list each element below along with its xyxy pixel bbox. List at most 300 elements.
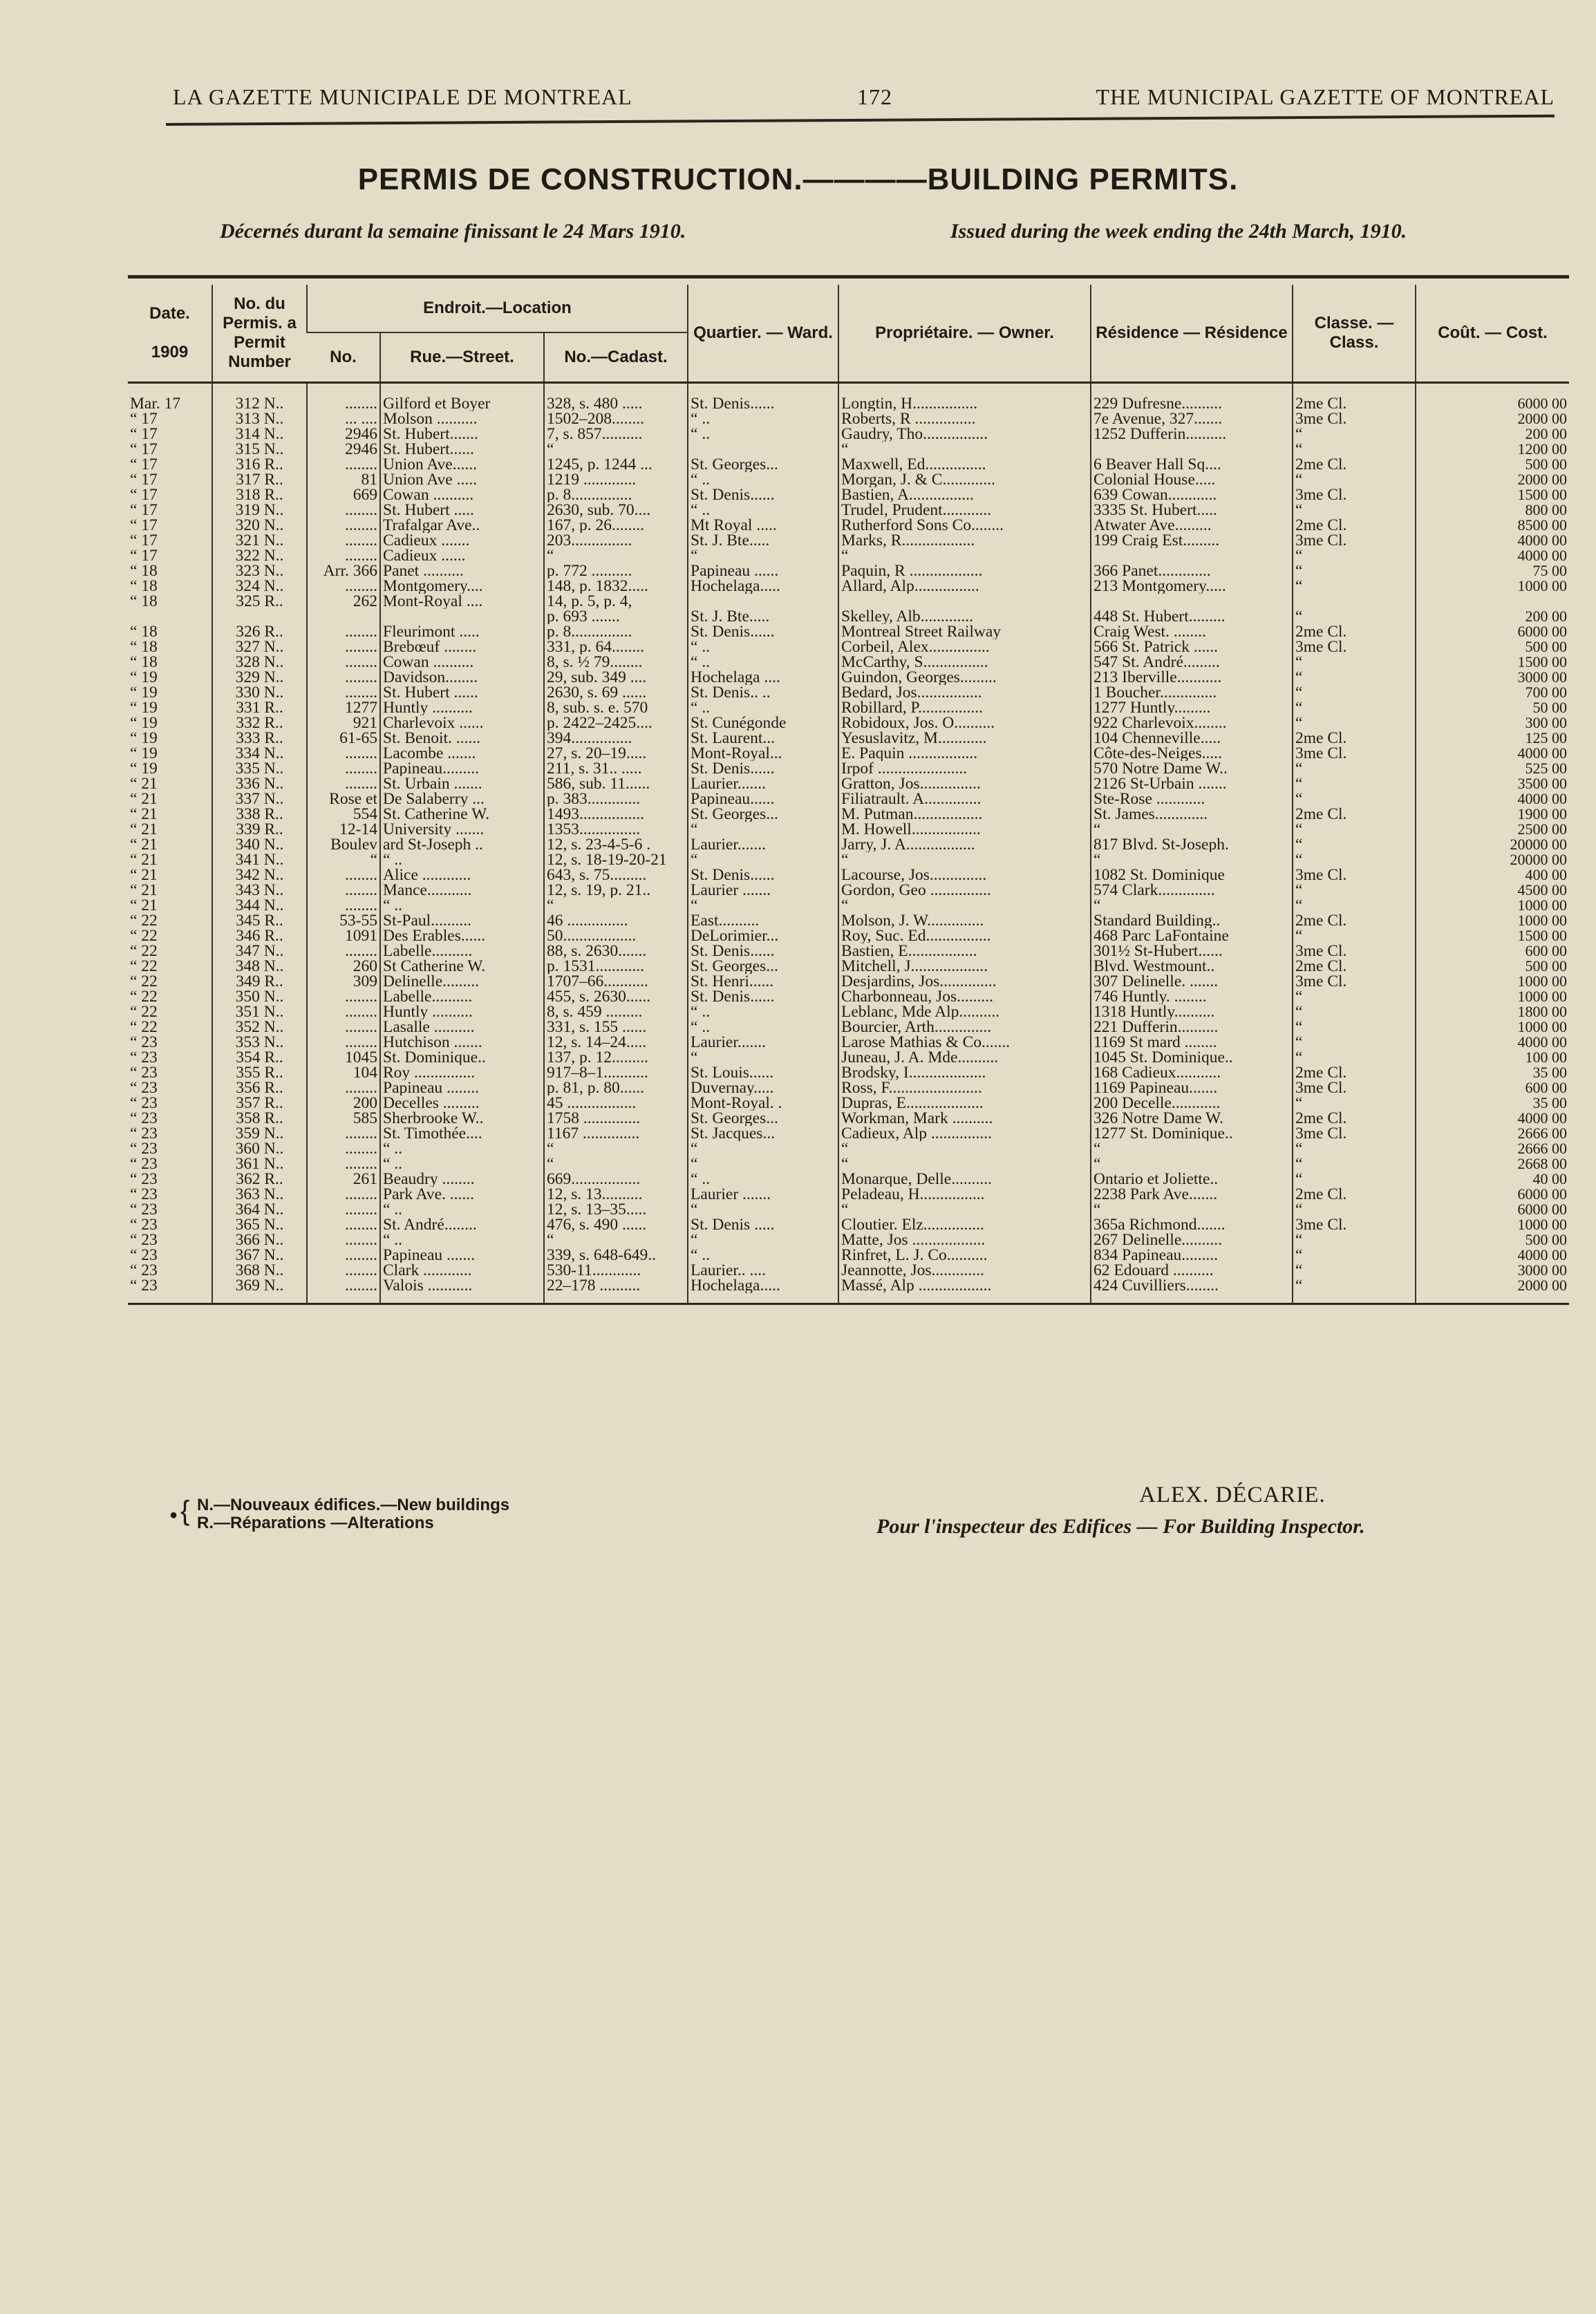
cadast-cell: 12, s. 13.......... <box>544 1187 688 1202</box>
street-number-cell: ........ <box>307 1278 380 1293</box>
street-cell: Beaudry ........ <box>380 1172 544 1187</box>
street-number-cell: ........ <box>307 1187 380 1202</box>
class-cell: “ <box>1293 852 1416 867</box>
date-cell: “ 17 <box>130 502 158 518</box>
permit-cell: 331 R.. <box>212 700 307 715</box>
street-number-cell: Boulev <box>307 837 380 852</box>
owner-cell: Bedard, Jos................ <box>838 685 1091 700</box>
street-cell: Lasalle .......... <box>380 1019 544 1035</box>
header-cadast: No.—Cadast. <box>544 332 688 383</box>
owner-cell: Gratton, Jos............... <box>838 776 1091 791</box>
street-number-cell: 12-14 <box>307 822 380 837</box>
street-number-cell: ........ <box>307 578 380 594</box>
table-row <box>128 1035 1569 1050</box>
date-cell: “ 23 <box>130 1095 158 1111</box>
cadast-cell: “ <box>544 548 688 563</box>
date-cell: “ 19 <box>130 761 158 776</box>
ward-cell: Hochelaga..... <box>688 578 838 594</box>
permit-cell: 332 R.. <box>212 715 307 731</box>
owner-cell: Bastien, A................ <box>838 487 1091 502</box>
cost-cell: 1800 00 <box>1416 1004 1569 1019</box>
ward-cell: St. J. Bte..... <box>688 533 838 548</box>
street-number-cell: ........ <box>307 867 380 883</box>
cadast-cell: 12, s. 13–35..... <box>544 1202 688 1217</box>
residence-cell: 229 Dufresne.......... <box>1091 396 1293 411</box>
table-row <box>128 578 1569 594</box>
class-cell: 2me Cl. <box>1293 457 1416 472</box>
header-no: No. <box>307 332 380 383</box>
date-cell: “ 21 <box>130 822 158 837</box>
street-number-cell: ........ <box>307 1217 380 1232</box>
permit-cell: 320 N.. <box>212 518 307 533</box>
residence-cell: 639 Cowan............ <box>1091 487 1293 502</box>
date-cell: “ 22 <box>130 974 158 989</box>
residence-cell: 213 Iberville........... <box>1091 670 1293 685</box>
table-row <box>128 472 1569 487</box>
cadast-cell: 167, p. 26........ <box>544 518 688 533</box>
street-number-cell: ........ <box>307 1248 380 1263</box>
class-cell: “ <box>1293 609 1416 624</box>
permit-cell: 359 N.. <box>212 1126 307 1141</box>
street-cell: St. Hubert....... <box>380 426 544 442</box>
permit-cell: 329 N.. <box>212 670 307 685</box>
class-cell: 3me Cl. <box>1293 533 1416 548</box>
date-cell <box>128 609 212 624</box>
cadast-cell: 917–8–1........... <box>544 1065 688 1080</box>
class-cell: 2me Cl. <box>1293 807 1416 822</box>
header-ward: Quartier. — Ward. <box>688 285 838 383</box>
table-row <box>128 670 1569 685</box>
header-class: Classe. — Class. <box>1293 285 1416 383</box>
owner-cell: Robillard, P................ <box>838 700 1091 715</box>
class-cell: “ <box>1293 1035 1416 1050</box>
owner-cell: Cadieux, Alp ............... <box>838 1126 1091 1141</box>
residence-cell: “ <box>1091 898 1293 913</box>
street-cell: “ .. <box>380 898 544 913</box>
permit-cell: 352 N.. <box>212 1019 307 1035</box>
owner-cell: M. Howell................. <box>838 822 1091 837</box>
residence-cell: 468 Parc LaFontaine <box>1091 928 1293 943</box>
table-row <box>128 396 1569 411</box>
class-cell: “ <box>1293 426 1416 442</box>
permit-cell: 354 R.. <box>212 1050 307 1065</box>
date-cell: “ 23 <box>130 1232 158 1248</box>
residence-cell: 746 Huntly. ........ <box>1091 989 1293 1004</box>
date-cell: “ 18 <box>130 639 158 655</box>
ward-cell: St. Denis...... <box>688 989 838 1004</box>
class-cell: “ <box>1293 1050 1416 1065</box>
cadast-cell: 455, s. 2630...... <box>544 989 688 1004</box>
table-row <box>128 457 1569 472</box>
permit-cell: 313 N.. <box>212 411 307 426</box>
legend-new: N.—Nouveaux édifices.—New buildings <box>197 1496 510 1514</box>
class-cell: 2me Cl. <box>1293 1065 1416 1080</box>
class-cell: 2me Cl. <box>1293 731 1416 746</box>
street-cell: Hutchison ....... <box>380 1035 544 1050</box>
permit-cell: 364 N.. <box>212 1202 307 1217</box>
cost-cell: 1000 00 <box>1416 913 1569 928</box>
cost-cell: 20000 00 <box>1416 837 1569 852</box>
street-number-cell: ........ <box>307 761 380 776</box>
class-cell: “ <box>1293 761 1416 776</box>
cadast-cell: 203............... <box>544 533 688 548</box>
table-row <box>128 1111 1569 1126</box>
ward-cell: Laurier....... <box>688 776 838 791</box>
street-cell: University ....... <box>380 822 544 837</box>
cadast-cell: 1219 ............. <box>544 472 688 487</box>
table-header <box>128 285 1569 383</box>
header-date: Date. 1909 <box>149 304 190 361</box>
residence-cell: 566 St. Patrick ...... <box>1091 639 1293 655</box>
table-row <box>128 746 1569 761</box>
cost-cell: 1900 00 <box>1416 807 1569 822</box>
permit-cell: 361 N.. <box>212 1156 307 1172</box>
ward-cell: Mont-Royal... <box>688 746 838 761</box>
date-cell: “ 17 <box>130 442 158 457</box>
residence-cell: Colonial House..... <box>1091 472 1293 487</box>
ward-cell: St. Georges... <box>688 959 838 974</box>
owner-cell: Yesuslavitz, M............ <box>838 731 1091 746</box>
signature-name: ALEX. DÉCARIE. <box>1139 1483 1326 1507</box>
permit-cell: 326 R.. <box>212 624 307 639</box>
owner-cell: Gordon, Geo ............... <box>838 883 1091 898</box>
ward-cell: “ .. <box>688 472 838 487</box>
owner-cell: Brodsky, I................... <box>838 1065 1091 1080</box>
signature-caption: Pour l'inspecteur des Edifices — For Building Inspector. <box>876 1515 1365 1538</box>
page-number: 172 <box>857 84 892 109</box>
street-cell: “ .. <box>380 1141 544 1156</box>
cost-cell: 600 00 <box>1416 1080 1569 1095</box>
header-street: Rue.—Street. <box>380 332 544 383</box>
date-cell: “ 23 <box>130 1202 158 1217</box>
permit-cell: 367 N.. <box>212 1248 307 1263</box>
cadast-cell: “ <box>544 898 688 913</box>
date-cell: “ 17 <box>130 426 158 442</box>
cost-cell: 2666 00 <box>1416 1141 1569 1156</box>
street-cell: “ .. <box>380 1202 544 1217</box>
cadast-cell: 530-11............ <box>544 1263 688 1278</box>
class-cell: “ <box>1293 472 1416 487</box>
street-number-cell: ........ <box>307 1232 380 1248</box>
ward-cell: “ .. <box>688 502 838 518</box>
street-number-cell: 1277 <box>307 700 380 715</box>
street-cell: St Catherine W. <box>380 959 544 974</box>
owner-cell: “ <box>838 898 1091 913</box>
cadast-cell: 12, s. 19, p. 21.. <box>544 883 688 898</box>
ward-cell: Papineau ...... <box>688 563 838 578</box>
ward-cell: “ <box>688 548 838 563</box>
cadast-cell: 331, s. 155 ...... <box>544 1019 688 1035</box>
ward-cell: St. Louis...... <box>688 1065 838 1080</box>
class-cell: “ <box>1293 1278 1416 1293</box>
street-number-cell: ........ <box>307 746 380 761</box>
table-row <box>128 1232 1569 1248</box>
ward-cell: St. Henri...... <box>688 974 838 989</box>
street-cell: Trafalgar Ave.. <box>380 518 544 533</box>
street-number-cell: ........ <box>307 518 380 533</box>
street-number-cell: 200 <box>307 1095 380 1111</box>
date-cell: “ 19 <box>130 670 158 685</box>
table-row <box>128 822 1569 837</box>
ward-cell: “ <box>688 1050 838 1065</box>
permit-cell: 365 N.. <box>212 1217 307 1232</box>
table-row <box>128 943 1569 959</box>
owner-cell: Bourcier, Arth.............. <box>838 1019 1091 1035</box>
cost-cell: 50 00 <box>1416 700 1569 715</box>
owner-cell: Mitchell, J................... <box>838 959 1091 974</box>
street-cell: Labelle.......... <box>380 989 544 1004</box>
cost-cell: 4000 00 <box>1416 1111 1569 1126</box>
table-row <box>128 563 1569 578</box>
permit-cell: 355 R.. <box>212 1065 307 1080</box>
owner-cell: Lacourse, Jos.............. <box>838 867 1091 883</box>
date-cell: “ 17 <box>130 457 158 472</box>
street-number-cell: 61-65 <box>307 731 380 746</box>
cost-cell: 4000 00 <box>1416 746 1569 761</box>
permit-cell: 358 R.. <box>212 1111 307 1126</box>
street-number-cell: ........ <box>307 1263 380 1278</box>
class-cell: “ <box>1293 791 1416 807</box>
cost-cell: 125 00 <box>1416 731 1569 746</box>
ward-cell: “ .. <box>688 1172 838 1187</box>
date-cell: “ 17 <box>130 518 158 533</box>
street-number-cell: 585 <box>307 1111 380 1126</box>
street-cell: Montgomery.... <box>380 578 544 594</box>
permit-cell: 347 N.. <box>212 943 307 959</box>
street-number-cell: 669 <box>307 487 380 502</box>
street-number-cell: ........ <box>307 1019 380 1035</box>
table-row <box>128 1095 1569 1111</box>
cadast-cell: 12, s. 23-4-5-6 . <box>544 837 688 852</box>
residence-cell: Atwater Ave......... <box>1091 518 1293 533</box>
cadast-cell: 1245, p. 1244 ... <box>544 457 688 472</box>
class-cell: “ <box>1293 1202 1416 1217</box>
owner-cell: Monarque, Delle.......... <box>838 1172 1091 1187</box>
street-number-cell: ........ <box>307 1156 380 1172</box>
street-number-cell: 262 <box>307 594 380 609</box>
street-cell: Huntly .......... <box>380 1004 544 1019</box>
residence-cell: 1277 St. Dominique.. <box>1091 1126 1293 1141</box>
owner-cell: Guindon, Georges......... <box>838 670 1091 685</box>
cost-cell: 2000 00 <box>1416 411 1569 426</box>
street-cell: Sherbrooke W.. <box>380 1111 544 1126</box>
ward-cell: “ <box>688 1202 838 1217</box>
ward-cell: St. Denis...... <box>688 867 838 883</box>
owner-cell: “ <box>838 1156 1091 1172</box>
permit-cell: 342 N.. <box>212 867 307 883</box>
owner-cell: Jarry, J. A................. <box>838 837 1091 852</box>
residence-cell: 547 St. André......... <box>1091 655 1293 670</box>
street-number-cell: 921 <box>307 715 380 731</box>
street-number-cell: ........ <box>307 639 380 655</box>
residence-cell: 199 Craig Est......... <box>1091 533 1293 548</box>
residence-cell: 2238 Park Ave....... <box>1091 1187 1293 1202</box>
permit-cell: 363 N.. <box>212 1187 307 1202</box>
cadast-cell: 88, s. 2630....... <box>544 943 688 959</box>
street-number-cell: ........ <box>307 457 380 472</box>
cadast-cell: p. 383............. <box>544 791 688 807</box>
cost-cell: 200 00 <box>1416 609 1569 624</box>
street-number-cell: ... .... <box>307 411 380 426</box>
table-row <box>128 1080 1569 1095</box>
date-cell: “ 21 <box>130 852 158 867</box>
owner-cell: McCarthy, S................ <box>838 655 1091 670</box>
ward-cell: “ <box>688 1156 838 1172</box>
table-row <box>128 624 1569 639</box>
table-row <box>128 700 1569 715</box>
date-cell: “ 22 <box>130 943 158 959</box>
cost-cell: 500 00 <box>1416 639 1569 655</box>
table-row <box>128 502 1569 518</box>
date-cell: “ 18 <box>130 563 158 578</box>
residence-cell <box>1091 594 1293 609</box>
cost-cell: 1000 00 <box>1416 989 1569 1004</box>
street-cell: Huntly .......... <box>380 700 544 715</box>
cost-cell: 1000 00 <box>1416 578 1569 594</box>
cadast-cell: 46 ............... <box>544 913 688 928</box>
table-row <box>128 1248 1569 1263</box>
residence-cell: 366 Panet............. <box>1091 563 1293 578</box>
residence-cell: 817 Blvd. St-Joseph. <box>1091 837 1293 852</box>
header-residence: Résidence — Résidence <box>1091 285 1293 383</box>
residence-cell: 168 Cadieux........... <box>1091 1065 1293 1080</box>
cost-cell: 4500 00 <box>1416 883 1569 898</box>
residence-cell: “ <box>1091 822 1293 837</box>
street-cell: Valois ........... <box>380 1278 544 1293</box>
permit-cell: 340 N.. <box>212 837 307 852</box>
residence-cell: “ <box>1091 1156 1293 1172</box>
street-cell: St. Urbain ....... <box>380 776 544 791</box>
date-cell: “ 22 <box>130 913 158 928</box>
cadast-cell: 1353............... <box>544 822 688 837</box>
street-number-cell: ........ <box>307 670 380 685</box>
street-cell: St. Hubert ..... <box>380 502 544 518</box>
street-cell: Des Erables...... <box>380 928 544 943</box>
street-cell: Cadieux ...... <box>380 548 544 563</box>
street-number-cell: 2946 <box>307 426 380 442</box>
table-row <box>128 1019 1569 1035</box>
cadast-cell: 2630, s. 69 ...... <box>544 685 688 700</box>
class-cell: “ <box>1293 1019 1416 1035</box>
street-cell: Mance........... <box>380 883 544 898</box>
street-cell: Davidson........ <box>380 670 544 685</box>
owner-cell: Bastien, E................. <box>838 943 1091 959</box>
cadast-cell: 331, p. 64........ <box>544 639 688 655</box>
street-cell: St-Paul.......... <box>380 913 544 928</box>
table-row <box>128 1263 1569 1278</box>
owner-cell: Cloutier. Elz............... <box>838 1217 1091 1232</box>
street-number-cell: ........ <box>307 883 380 898</box>
date-cell: “ 23 <box>130 1263 158 1278</box>
permit-cell: 321 N.. <box>212 533 307 548</box>
street-number-cell: 309 <box>307 974 380 989</box>
running-head-left: LA GAZETTE MUNICIPALE DE MONTREAL <box>173 84 632 109</box>
owner-cell: Corbeil, Alex............... <box>838 639 1091 655</box>
ward-cell: St. Denis.. .. <box>688 685 838 700</box>
permit-cell: 351 N.. <box>212 1004 307 1019</box>
cost-cell: 75 00 <box>1416 563 1569 578</box>
date-cell: “ 23 <box>130 1156 158 1172</box>
cadast-cell: 50.................. <box>544 928 688 943</box>
ward-cell: “ .. <box>688 426 838 442</box>
street-cell: Brebœuf ........ <box>380 639 544 655</box>
cadast-cell: 669................. <box>544 1172 688 1187</box>
cost-cell: 1000 00 <box>1416 1217 1569 1232</box>
table-row <box>128 867 1569 883</box>
street-cell: St. Timothée.... <box>380 1126 544 1141</box>
cadast-cell: 148, p. 1832..... <box>544 578 688 594</box>
ward-cell: Laurier ....... <box>688 1187 838 1202</box>
date-cell: “ 19 <box>130 731 158 746</box>
street-number-cell: ........ <box>307 943 380 959</box>
date-cell: “ 23 <box>130 1065 158 1080</box>
residence-cell: Ste-Rose ............ <box>1091 791 1293 807</box>
class-cell: “ <box>1293 776 1416 791</box>
date-cell: “ 18 <box>130 624 158 639</box>
cadast-cell: p. 8............... <box>544 624 688 639</box>
residence-cell: 1277 Huntly......... <box>1091 700 1293 715</box>
ward-cell: Hochelaga..... <box>688 1278 838 1293</box>
class-cell: 3me Cl. <box>1293 867 1416 883</box>
street-cell: St. Hubert...... <box>380 442 544 457</box>
class-cell: “ <box>1293 670 1416 685</box>
cadast-cell: 643, s. 75......... <box>544 867 688 883</box>
cost-cell: 4000 00 <box>1416 1248 1569 1263</box>
table-row <box>128 959 1569 974</box>
cadast-cell: 137, p. 12......... <box>544 1050 688 1065</box>
class-cell: “ <box>1293 655 1416 670</box>
street-cell: Union Ave...... <box>380 457 544 472</box>
ward-cell: Laurier....... <box>688 837 838 852</box>
owner-cell: M. Putman................. <box>838 807 1091 822</box>
date-cell: “ 17 <box>130 472 158 487</box>
class-cell: 2me Cl. <box>1293 913 1416 928</box>
class-cell: “ <box>1293 563 1416 578</box>
cost-cell: 6000 00 <box>1416 1187 1569 1202</box>
cadast-cell: “ <box>544 1141 688 1156</box>
permit-cell: 369 N.. <box>212 1278 307 1293</box>
cadast-cell: p. 81, p. 80...... <box>544 1080 688 1095</box>
class-cell: “ <box>1293 548 1416 563</box>
ward-cell <box>688 442 838 457</box>
date-cell: “ 23 <box>130 1141 158 1156</box>
date-cell: “ 21 <box>130 807 158 822</box>
street-cell: St. André........ <box>380 1217 544 1232</box>
street-number-cell: 554 <box>307 807 380 822</box>
ward-cell: Laurier....... <box>688 1035 838 1050</box>
owner-cell: Rutherford Sons Co........ <box>838 518 1091 533</box>
ward-cell: Duvernay..... <box>688 1080 838 1095</box>
class-cell: 2me Cl. <box>1293 1187 1416 1202</box>
ward-cell: “ <box>688 852 838 867</box>
ward-cell: East.......... <box>688 913 838 928</box>
street-cell: Panet .......... <box>380 563 544 578</box>
cost-cell: 35 00 <box>1416 1065 1569 1080</box>
ward-cell: St. Cunégonde <box>688 715 838 731</box>
table-row <box>128 715 1569 731</box>
subtitle-english: Issued during the week ending the 24th March, 1910. <box>950 220 1407 243</box>
header-location: Endroit.—Location <box>307 285 688 332</box>
class-cell: “ <box>1293 898 1416 913</box>
ward-cell: “ <box>688 822 838 837</box>
permit-cell: 330 N.. <box>212 685 307 700</box>
cost-cell: 500 00 <box>1416 457 1569 472</box>
owner-cell: Irpof ...................... <box>838 761 1091 776</box>
residence-cell: 307 Delinelle. ....... <box>1091 974 1293 989</box>
permit-cell: 315 N.. <box>212 442 307 457</box>
ward-cell: St. Jacques... <box>688 1126 838 1141</box>
residence-cell: Ontario et Joliette.. <box>1091 1172 1293 1187</box>
